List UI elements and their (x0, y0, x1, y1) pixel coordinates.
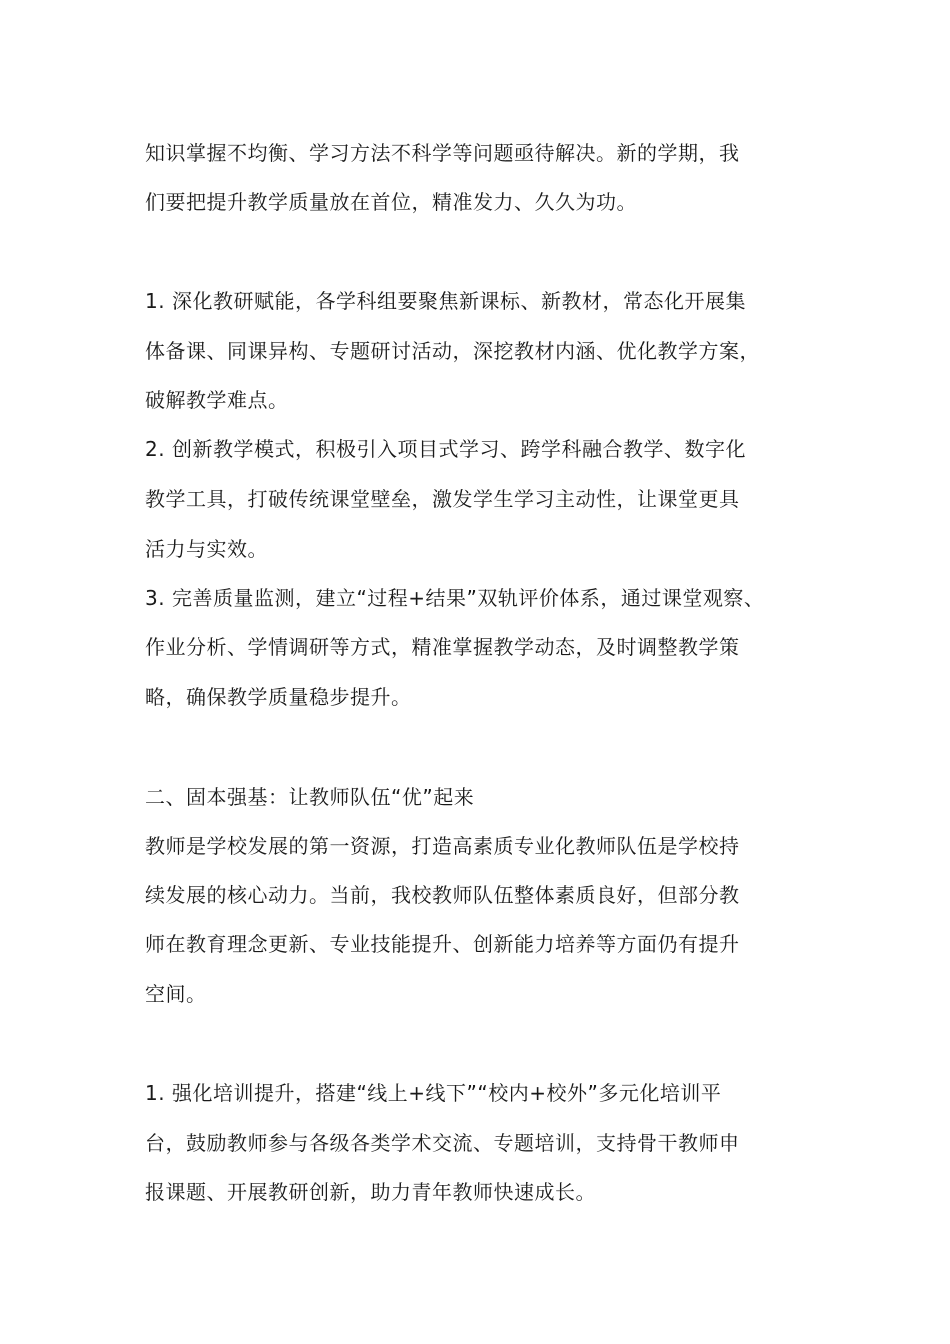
text-line: 2. 创新教学模式，积极引入项目式学习、跨学科融合教学、数字化 (145, 437, 746, 461)
text-line: 们要把提升教学质量放在首位，精准发力、久久为功。 (145, 190, 637, 214)
text-line: 知识掌握不均衡、学习方法不科学等问题亟待解决。新的学期，我 (145, 141, 740, 165)
text-line: 教师是学校发展的第一资源，打造高素质专业化教师队伍是学校持 (145, 834, 740, 858)
text-line: 台，鼓励教师参与各级各类学术交流、专题培训，支持骨干教师申 (145, 1131, 740, 1155)
section-heading: 二、固本强基：让教师队伍“优”起来 (145, 785, 475, 809)
text-line: 略，确保教学质量稳步提升。 (145, 685, 412, 709)
text-line: 体备课、同课异构、专题研讨活动，深挖教材内涵、优化教学方案， (145, 339, 760, 363)
text-line: 3. 完善质量监测，建立“过程+结果”双轨评价体系，通过课堂观察、 (145, 586, 765, 610)
text-line: 报课题、开展教研创新，助力青年教师快速成长。 (145, 1180, 596, 1204)
text-line: 破解教学难点。 (145, 388, 289, 412)
text-line: 师在教育理念更新、专业技能提升、创新能力培养等方面仍有提升 (145, 932, 740, 956)
text-line: 教学工具，打破传统课堂壁垒，激发学生学习主动性，让课堂更具 (145, 487, 740, 511)
text-line: 作业分析、学情调研等方式，精准掌握教学动态，及时调整教学策 (145, 635, 740, 659)
text-line: 活力与实效。 (145, 537, 268, 561)
text-line: 1. 强化培训提升，搭建“线上+线下”“校内+校外”多元化培训平 (145, 1081, 722, 1105)
text-line: 续发展的核心动力。当前，我校教师队伍整体素质良好，但部分教 (145, 883, 740, 907)
text-line: 1. 深化教研赋能，各学科组要聚焦新课标、新教材，常态化开展集 (145, 289, 746, 313)
text-line: 空间。 (145, 982, 207, 1006)
